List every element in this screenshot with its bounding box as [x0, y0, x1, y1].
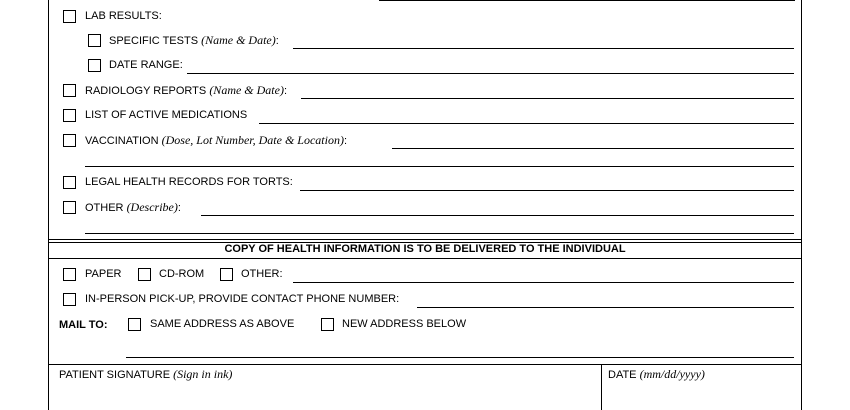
other-delivery-checkbox[interactable] [220, 268, 233, 281]
specific-tests-text: SPECIFIC TESTS [109, 35, 199, 47]
section-divider [49, 239, 801, 240]
patient-signature-hint: (Sign in ink) [173, 367, 233, 381]
vaccination-hint: (Dose, Lot Number, Date & Location) [161, 133, 344, 147]
vaccination-line[interactable] [392, 148, 794, 149]
legal-records-checkbox[interactable] [63, 176, 76, 189]
specific-tests-hint: (Name & Date) [201, 33, 276, 47]
date-range-label: DATE RANGE: [109, 59, 183, 71]
other-records-line-2[interactable] [85, 233, 794, 234]
specific-tests-line[interactable] [293, 48, 794, 49]
active-medications-checkbox[interactable] [63, 109, 76, 122]
patient-signature-field[interactable] [49, 365, 601, 409]
active-medications-label: LIST OF ACTIVE MEDICATIONS [85, 109, 248, 121]
other-records-text: OTHER [85, 202, 124, 214]
lab-results-label: LAB RESULTS: [85, 10, 162, 22]
specific-tests-checkbox[interactable] [88, 34, 101, 47]
other-records-line[interactable] [201, 215, 794, 216]
mail-to-label: MAIL TO: [59, 319, 108, 331]
in-person-checkbox[interactable] [63, 293, 76, 306]
other-delivery-label: OTHER: [241, 268, 283, 280]
date-range-line[interactable] [187, 73, 794, 74]
new-address-line[interactable] [126, 357, 794, 358]
other-records-colon: : [177, 202, 181, 214]
date-field[interactable] [602, 365, 801, 409]
radiology-reports-colon: : [283, 85, 288, 97]
same-address-checkbox[interactable] [128, 318, 141, 331]
vaccination-text: VACCINATION [85, 135, 159, 147]
other-records-label [85, 201, 181, 215]
radiology-reports-hint: (Name & Date) [209, 83, 284, 97]
health-records-request-form [48, 0, 802, 410]
specific-tests-label [109, 34, 279, 48]
delivery-heading: COPY OF HEALTH INFORMATION IS TO BE DELIVERED TO THE INDIVIDUAL [224, 243, 626, 255]
cd-rom-label: CD-ROM [159, 268, 205, 280]
date-hint: (mm/dd/yyyy) [639, 367, 705, 381]
phone-number-line[interactable] [417, 307, 794, 308]
top-entry-line[interactable] [379, 0, 795, 1]
cd-rom-checkbox[interactable] [138, 268, 151, 281]
radiology-reports-checkbox[interactable] [63, 84, 76, 97]
paper-label: PAPER [85, 268, 122, 280]
lab-results-checkbox[interactable] [63, 10, 76, 23]
other-delivery-line[interactable] [293, 282, 794, 283]
radiology-reports-line[interactable] [301, 98, 794, 99]
same-address-label: SAME ADDRESS AS ABOVE [150, 318, 295, 330]
delivery-heading-divider [49, 258, 801, 259]
radiology-reports-label [85, 84, 287, 98]
new-address-checkbox[interactable] [321, 318, 334, 331]
new-address-label: NEW ADDRESS BELOW [342, 318, 467, 330]
patient-signature-text: PATIENT SIGNATURE [59, 369, 171, 381]
legal-records-line[interactable] [300, 190, 794, 191]
radiology-reports-text: RADIOLOGY REPORTS [85, 85, 207, 97]
paper-checkbox[interactable] [63, 268, 76, 281]
date-text: DATE [608, 369, 637, 381]
other-records-checkbox[interactable] [63, 201, 76, 214]
specific-tests-colon: : [275, 35, 279, 47]
legal-records-label: LEGAL HEALTH RECORDS FOR TORTS: [85, 176, 293, 188]
vaccination-colon: : [343, 135, 347, 147]
date-range-checkbox[interactable] [88, 59, 101, 72]
active-medications-line[interactable] [259, 123, 794, 124]
vaccination-line-2[interactable] [85, 166, 794, 167]
vaccination-checkbox[interactable] [63, 134, 76, 147]
in-person-label: IN-PERSON PICK-UP, PROVIDE CONTACT PHONE NUMBER: [85, 293, 400, 305]
other-records-hint: (Describe) [126, 200, 178, 214]
vaccination-label [85, 134, 347, 148]
